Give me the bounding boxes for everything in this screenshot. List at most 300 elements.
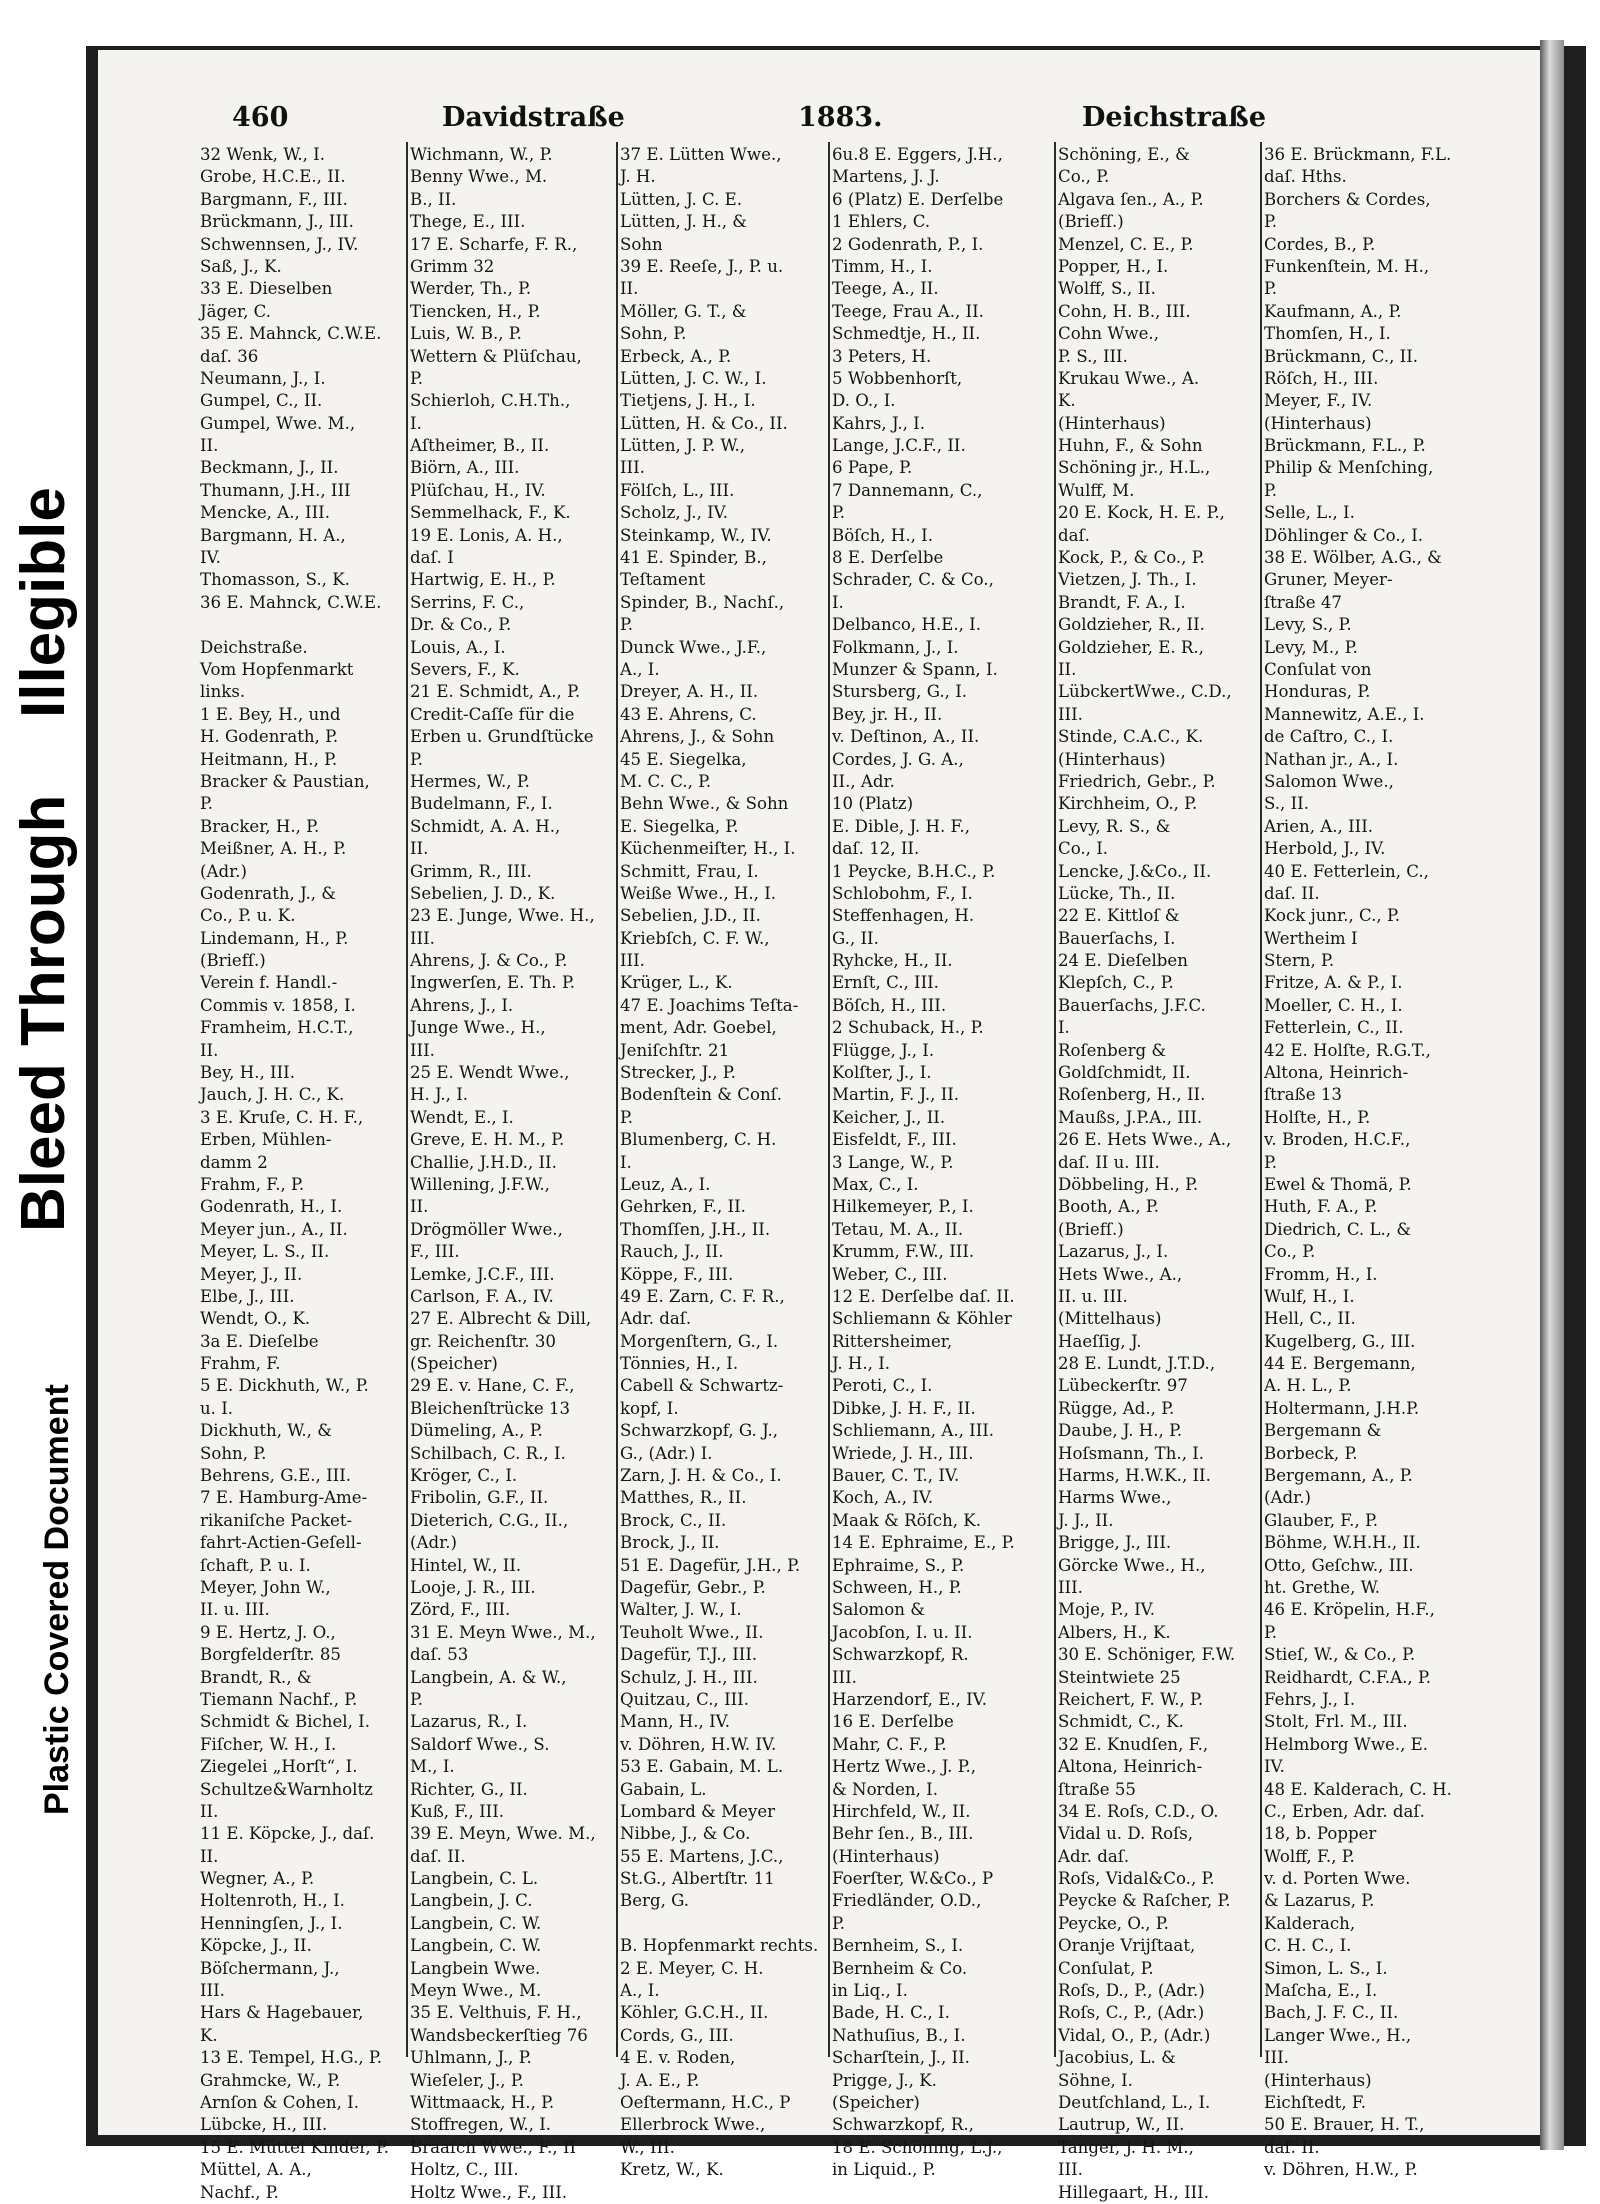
- directory-entry: Reichert, F. W., P.: [1058, 1689, 1204, 1709]
- directory-entry: Bodenſtein & Conſ.: [620, 1085, 783, 1105]
- directory-entry: Schwarzkopf, G. J.,: [620, 1421, 779, 1441]
- directory-entry: Hintel, W., II.: [410, 1555, 522, 1575]
- directory-entry: Looje, J. R., III.: [410, 1578, 536, 1597]
- directory-entry: 50 E. Brauer, H. T.,: [1264, 2115, 1425, 2135]
- directory-entry: 7 Dannemann, C.,: [832, 480, 983, 500]
- directory-entry: Sohn: [620, 234, 663, 254]
- directory-entry: III.: [832, 1667, 857, 1687]
- directory-entry: P.: [410, 368, 424, 388]
- directory-entry: Wichmann, W., P.: [410, 145, 553, 164]
- directory-entry: daſ. II.: [1264, 883, 1320, 903]
- directory-entry: Jacobius, L. &: [1058, 2048, 1176, 2068]
- directory-entry: (Adr.): [1264, 1488, 1311, 1508]
- directory-entry: Commis v. 1858, I.: [200, 995, 356, 1015]
- directory-entry: Moje, P., IV.: [1058, 1600, 1156, 1620]
- column-divider: [828, 142, 830, 2057]
- directory-entry: Roſenberg &: [1058, 1040, 1167, 1060]
- directory-entry: Schmidt, C., K.: [1058, 1712, 1184, 1732]
- directory-entry: Selle, L., I.: [1264, 503, 1355, 523]
- directory-entry: Bauer, C. T., IV.: [832, 1466, 960, 1486]
- directory-entry: Meyn Wwe., M.: [410, 1981, 542, 2001]
- directory-entry: Kalderach,: [1264, 1913, 1356, 1933]
- directory-entry: Bergemann &: [1264, 1421, 1382, 1441]
- directory-entry: Dagefür, Gebr., P.: [620, 1578, 766, 1597]
- directory-entry: LübckertWwe., C.D.,: [1058, 682, 1232, 702]
- directory-entry: Conſulat, P.: [1058, 1958, 1154, 1978]
- directory-entry: 53 E. Gabain, M. L.: [620, 1757, 784, 1777]
- directory-entry: III.: [1058, 704, 1083, 724]
- directory-entry: 27 E. Albrecht & Dill,: [410, 1309, 592, 1329]
- left-street-heading: Davidstraße: [442, 102, 625, 133]
- directory-entry: Hirchfeld, W., II.: [832, 1801, 971, 1821]
- directory-entry: Dagefür, T.J., III.: [620, 1645, 758, 1665]
- directory-entry: 7 E. Hamburg-Ame-: [200, 1488, 368, 1508]
- directory-entry: Friedrich, Gebr., P.: [1058, 771, 1216, 791]
- label-plastic-covered: Plastic Covered Document: [38, 1384, 76, 1815]
- directory-entry: Lindemann, H., P.: [200, 928, 349, 948]
- directory-entry: Glauber, F., P.: [1264, 1510, 1379, 1530]
- right-street-heading: Deichstraße: [1082, 102, 1267, 133]
- directory-entry: ſtraße 55: [1058, 1779, 1136, 1799]
- directory-entry: Ryhcke, H., II.: [832, 951, 953, 971]
- directory-entry: Credit-Caſſe für die: [410, 704, 575, 724]
- directory-entry: Huth, F. A., P.: [1264, 1197, 1378, 1217]
- directory-entry: Frahm, F.: [200, 1354, 281, 1374]
- directory-entry: ſchaft, P. u. I.: [200, 1555, 311, 1575]
- directory-entry: 11 E. Köpcke, J., daſ.: [200, 1824, 375, 1844]
- directory-entry: Roſs, C., P., (Adr.): [1058, 2003, 1205, 2023]
- directory-entry: Neumann, J., I.: [200, 368, 326, 388]
- directory-entry: (Hinterhaus): [1058, 413, 1166, 433]
- directory-entry: v. Döhren, H.W. IV.: [620, 1734, 777, 1754]
- directory-entry: 23 E. Junge, Wwe. H.,: [410, 906, 595, 926]
- directory-entry: Görcke Wwe., H.,: [1058, 1555, 1206, 1575]
- directory-entry: Vidal u. D. Roſs,: [1058, 1824, 1194, 1844]
- directory-entry: 10 (Platz): [832, 794, 914, 814]
- directory-entry: II.: [200, 1846, 219, 1866]
- directory-entry: Elbe, J., III.: [200, 1286, 295, 1306]
- directory-entry: Sohn, P.: [620, 324, 687, 344]
- directory-entry: A., I.: [620, 1981, 660, 2001]
- directory-entry: Lübeckerſtr. 97: [1058, 1376, 1188, 1396]
- directory-entry: Möller, G. T., &: [620, 301, 747, 321]
- directory-entry: Stoffregen, W., I.: [410, 2115, 552, 2135]
- directory-entry: Schrader, C. & Co.,: [832, 570, 994, 590]
- directory-column-2: [410, 144, 614, 2202]
- directory-entry: 14 E. Ephraime, E., P.: [832, 1533, 1015, 1553]
- directory-entry: Keicher, J., II.: [832, 1107, 946, 1127]
- directory-entry: Harms Wwe.,: [1058, 1488, 1172, 1508]
- directory-entry: Meißner, A. H., P.: [200, 839, 347, 859]
- column-divider: [1260, 142, 1262, 2057]
- directory-entry: Benny Wwe., M.: [410, 167, 548, 187]
- directory-entry: Co., I.: [1058, 839, 1109, 859]
- directory-entry: daſ. II.: [1264, 2137, 1320, 2157]
- directory-entry: Jeniſchſtr. 21: [620, 1040, 730, 1060]
- directory-entry: daſ.: [1058, 525, 1090, 545]
- directory-entry: Brigge, J., III.: [1058, 1533, 1172, 1553]
- directory-entry: Lazarus, R., I.: [410, 1712, 528, 1732]
- directory-entry: Langbein, C. W.: [410, 1936, 542, 1956]
- directory-entry: Schwarzkopf, R.: [832, 1645, 969, 1665]
- directory-entry: Holtz Wwe., F., III.: [410, 2182, 568, 2202]
- directory-entry: Kock, P., & Co., P.: [1058, 548, 1205, 568]
- directory-entry: C. H. C., I.: [1264, 1936, 1352, 1956]
- directory-entry: 1 Ehlers, C.: [832, 212, 931, 232]
- directory-entry: 39 E. Reeſe, J., P. u.: [620, 256, 784, 276]
- directory-entry: Aſtheimer, B., II.: [410, 436, 550, 456]
- directory-entry: Langbein Wwe.: [410, 1958, 541, 1978]
- column-divider: [406, 142, 408, 2057]
- directory-entry: Bauerſachs, J.F.C.: [1058, 995, 1206, 1015]
- directory-entry: daſ. II u. III.: [1058, 1152, 1160, 1172]
- directory-entry: Schierloh, C.H.Th.,: [410, 391, 571, 411]
- directory-entry: Söhne, I.: [1058, 2070, 1133, 2090]
- directory-entry: Schulz, J. H., III.: [620, 1667, 758, 1687]
- directory-entry: W., III.: [620, 2137, 675, 2157]
- directory-entry: (Briefſ.): [1058, 1219, 1124, 1239]
- directory-entry: (Briefſ.): [200, 951, 266, 971]
- directory-entry: Lütten, H. & Co., II.: [620, 413, 788, 433]
- directory-entry: Bracker & Paustian,: [200, 771, 370, 791]
- directory-entry: Mahr, C. F., P.: [832, 1734, 947, 1754]
- directory-entry: K.: [200, 2025, 218, 2045]
- directory-entry: & Lazarus, P.: [1264, 1891, 1375, 1911]
- directory-entry: Kretz, W., K.: [620, 2160, 724, 2180]
- directory-entry: Bracker, H., P.: [200, 816, 320, 836]
- directory-entry: 1 Peycke, B.H.C., P.: [832, 861, 996, 881]
- directory-entry: III.: [620, 951, 645, 971]
- directory-entry: Max, C., I.: [832, 1174, 919, 1194]
- directory-entry: Meyer, John W.,: [200, 1578, 331, 1597]
- directory-entry: Lange, J.C.F., II.: [832, 436, 966, 456]
- directory-entry: Böſch, H., III.: [832, 995, 947, 1015]
- directory-entry: II.: [620, 279, 639, 299]
- directory-entry: 12 E. Derſelbe daſ. II.: [832, 1286, 1015, 1306]
- directory-entry: Schmidt & Bichel, I.: [200, 1712, 370, 1732]
- directory-entry: Holtz, C., III.: [410, 2160, 519, 2180]
- directory-entry: Steffenhagen, H.: [832, 906, 975, 926]
- directory-entry: Kahrs, J., I.: [832, 413, 925, 433]
- directory-entry: Borbeck, P.: [1264, 1443, 1358, 1463]
- directory-entry: 32 E. Knudſen, F.,: [1058, 1734, 1209, 1754]
- directory-entry: Dickhuth, W., &: [200, 1421, 332, 1441]
- directory-entry: 3 E. Kruſe, C. H. F.,: [200, 1107, 364, 1127]
- directory-entry: Steinkamp, W., IV.: [620, 525, 772, 545]
- directory-entry: Behr ſen., B., III.: [832, 1824, 974, 1844]
- directory-entry: Greve, E. H. M., P.: [410, 1130, 565, 1150]
- directory-entry: Thomasson, S., K.: [200, 570, 350, 590]
- directory-entry: Godenrath, J., &: [200, 883, 337, 903]
- directory-entry: Krüger, L., K.: [620, 973, 733, 993]
- directory-entry: Ahrens, J., I.: [410, 995, 514, 1015]
- directory-entry: Nachf., P.: [200, 2182, 279, 2202]
- directory-entry: P.: [1264, 480, 1278, 500]
- directory-entry: Weiße Wwe., H., I.: [620, 883, 777, 903]
- directory-entry: III.: [410, 928, 435, 948]
- directory-entry: Rittersheimer,: [832, 1331, 953, 1351]
- directory-entry: Maak & Röſch, K.: [832, 1510, 981, 1530]
- directory-entry: Röſch, H., III.: [1264, 368, 1379, 388]
- directory-entry: J. H.: [620, 167, 656, 187]
- directory-entry: Steintwiete 25: [1058, 1667, 1181, 1687]
- directory-entry: II., Adr.: [832, 771, 895, 791]
- directory-entry: Jäger, C.: [200, 301, 272, 321]
- directory-entry: Saß, J., K.: [200, 256, 282, 276]
- directory-entry: Lütten, J. C. W., I.: [620, 368, 767, 388]
- directory-entry: Folkmann, J., I.: [832, 637, 959, 657]
- directory-entry: IV.: [200, 548, 221, 568]
- directory-entry: Hell, C., II.: [1264, 1309, 1356, 1329]
- directory-entry: Quitzau, C., III.: [620, 1689, 750, 1709]
- directory-entry: Lautrup, W., II.: [1058, 2115, 1185, 2135]
- directory-entry: Bergemann, A., P.: [1264, 1466, 1413, 1486]
- directory-entry: 21 E. Schmidt, A., P.: [410, 682, 581, 702]
- directory-entry: P.: [1264, 212, 1278, 232]
- directory-entry: gr. Reichenſtr. 30: [410, 1331, 556, 1351]
- directory-entry: Bernheim & Co.: [832, 1958, 968, 1978]
- directory-entry: Albers, H., K.: [1058, 1622, 1171, 1642]
- directory-entry: Gabain, L.: [620, 1779, 707, 1799]
- directory-entry: 46 E. Kröpelin, H.F.,: [1264, 1600, 1435, 1620]
- directory-entry: G., (Adr.) I.: [620, 1443, 713, 1463]
- directory-entry: Koch, A., IV.: [832, 1488, 934, 1508]
- directory-entry: Prigge, J., K.: [832, 2070, 937, 2090]
- directory-entry: Schwennsen, J., IV.: [200, 234, 359, 254]
- directory-entry: Hillegaart, H., III.: [1058, 2182, 1210, 2202]
- page-number: 460: [232, 102, 289, 133]
- directory-entry: Bach, J. F. C., II.: [1264, 2003, 1399, 2023]
- directory-entry: Hars & Hagebauer,: [200, 2003, 364, 2023]
- directory-entry: 9 E. Hertz, J. O.,: [200, 1622, 336, 1642]
- directory-entry: Friedländer, O.D.,: [832, 1891, 982, 1911]
- directory-entry: Sebelien, J.D., II.: [620, 906, 761, 926]
- directory-entry: Vom Hopfenmarkt: [200, 659, 354, 679]
- directory-entry: Tetau, M. A., II.: [832, 1219, 964, 1239]
- directory-entry: Wieſeler, J., P.: [410, 2070, 524, 2090]
- directory-entry: H. Godenrath, P.: [200, 727, 339, 747]
- directory-entry: Bey, H., III.: [200, 1063, 295, 1083]
- directory-entry: Lütten, J. C. E.: [620, 189, 743, 209]
- directory-entry: Wolff, F., P.: [1264, 1846, 1355, 1866]
- directory-entry: Hets Wwe., A.,: [1058, 1264, 1183, 1284]
- directory-entry: Bargmann, F., III.: [200, 189, 348, 209]
- directory-entry: 31 E. Meyn Wwe., M.,: [410, 1622, 596, 1642]
- directory-entry: Sohn, P.: [200, 1443, 267, 1463]
- directory-entry: Haeſſig, J.: [1058, 1331, 1142, 1351]
- directory-entry: 44 E. Bergemann,: [1264, 1354, 1416, 1374]
- directory-entry: Böſch, H., I.: [832, 525, 933, 545]
- directory-entry: (Hinterhaus): [832, 1846, 940, 1866]
- directory-column-5: [1058, 144, 1258, 2202]
- directory-entry: Fölſch, L., III.: [620, 480, 735, 500]
- directory-entry: II.: [410, 839, 429, 859]
- directory-entry: P.: [620, 615, 634, 635]
- directory-entry: (Adr.): [410, 1533, 457, 1553]
- directory-entry: Huhn, F., & Sohn: [1058, 436, 1203, 456]
- directory-entry: Schmitt, Frau, I.: [620, 861, 759, 881]
- directory-entry: 2 E. Meyer, C. H.: [620, 1958, 764, 1978]
- directory-entry: 45 E. Siegelka,: [620, 749, 747, 769]
- directory-entry: Wegner, A., P.: [200, 1869, 315, 1889]
- directory-entry: Jauch, J. H. C., K.: [200, 1085, 345, 1105]
- directory-entry: Drögmöller Wwe.,: [410, 1219, 563, 1239]
- directory-entry: Adr. daſ.: [1058, 1846, 1130, 1866]
- directory-entry: Holtermann, J.H.P.: [1264, 1398, 1420, 1418]
- directory-entry: 3a E. Dieſelbe: [200, 1331, 319, 1351]
- directory-entry: Schween, H., P.: [832, 1578, 962, 1597]
- directory-entry: Wulff, M.: [1058, 480, 1135, 500]
- directory-entry: B., II.: [410, 189, 457, 209]
- directory-entry: 2 Schuback, H., P.: [832, 1018, 984, 1038]
- directory-entry: III.: [620, 458, 645, 478]
- directory-entry: Thumann, J.H., III: [200, 480, 351, 500]
- directory-entry: 35 E. Velthuis, F. H.,: [410, 2003, 582, 2023]
- directory-entry: Saldorf Wwe., S.: [410, 1734, 550, 1754]
- directory-entry: Deutſchland, L., I.: [1058, 2092, 1211, 2112]
- directory-entry: Salomon &: [832, 1600, 926, 1620]
- directory-entry: Lemke, J.C.F., III.: [410, 1264, 555, 1284]
- directory-entry: Adr. daſ.: [620, 1309, 692, 1329]
- directory-entry: 16 E. Derſelbe: [832, 1712, 954, 1732]
- directory-entry: I.: [1058, 1018, 1070, 1038]
- directory-entry: 25 E. Wendt Wwe.,: [410, 1063, 570, 1083]
- directory-entry: Peycke, O., P.: [1058, 1913, 1169, 1933]
- directory-entry: Cabell & Schwartz-: [620, 1376, 784, 1396]
- directory-entry: Scholz, J., IV.: [620, 503, 729, 523]
- directory-entry: M., I.: [410, 1757, 455, 1777]
- directory-entry: Booth, A., P.: [1058, 1197, 1159, 1217]
- directory-column-4: [832, 144, 1052, 2180]
- directory-entry: [200, 614, 404, 636]
- directory-entry: Tanger, J. H. M.,: [1058, 2137, 1194, 2157]
- directory-entry: Thomſſen, J.H., II.: [620, 1219, 771, 1239]
- directory-entry: Dibke, J. H. F., II.: [832, 1398, 976, 1418]
- directory-entry: Deichstraße.: [200, 637, 308, 657]
- directory-entry: Wettern & Plüſchau,: [410, 346, 582, 366]
- directory-entry: Langbein, J. C.: [410, 1891, 533, 1911]
- directory-entry: Verein f. Handl.-: [200, 973, 338, 993]
- directory-entry: Levy, S., P.: [1264, 615, 1352, 635]
- directory-column-3: [620, 144, 826, 2180]
- directory-entry: 36 E. Brückmann, F.L.: [1264, 145, 1452, 164]
- directory-entry: Nibbe, J., & Co.: [620, 1824, 751, 1844]
- directory-entry: Hertz Wwe., J. P.,: [832, 1757, 977, 1777]
- directory-entry: Mannewitz, A.E., I.: [1264, 704, 1425, 724]
- directory-entry: Mann, H., IV.: [620, 1712, 731, 1732]
- directory-entry: Goldſchmidt, II.: [1058, 1063, 1191, 1083]
- directory-entry: Cords, G., III.: [620, 2025, 734, 2045]
- directory-entry: Morgenſtern, G., I.: [620, 1331, 779, 1351]
- directory-entry: v. d. Porten Wwe.: [1264, 1869, 1411, 1889]
- directory-entry: Holtenroth, H., I.: [200, 1891, 345, 1911]
- year-heading: 1883.: [798, 102, 883, 133]
- directory-entry: Ziegelei „Horſt“, I.: [200, 1757, 358, 1777]
- directory-entry: P.: [1264, 1152, 1278, 1172]
- directory-entry: J. J., II.: [1058, 1510, 1114, 1530]
- directory-entry: in Liq., I.: [832, 1981, 908, 2001]
- directory-entry: III.: [1264, 2048, 1289, 2068]
- directory-entry: A. H. L., P.: [1264, 1376, 1352, 1396]
- directory-entry: links.: [200, 682, 246, 702]
- directory-entry: Brock, J., II.: [620, 1533, 720, 1553]
- directory-entry: Oeſtermann, H.C., P: [620, 2092, 791, 2112]
- directory-entry: Ewel & Thomä, P.: [1264, 1174, 1412, 1194]
- directory-entry: Schmidt, A. A. H.,: [410, 816, 561, 836]
- label-illegible: Illegible: [9, 487, 78, 718]
- directory-entry: P.: [1264, 279, 1278, 299]
- directory-entry: Blumenberg, C. H.: [620, 1130, 777, 1150]
- directory-entry: Frahm, F., P.: [200, 1174, 305, 1194]
- directory-entry: Kirchheim, O., P.: [1058, 794, 1198, 814]
- directory-entry: Otto, Geſchw., III.: [1264, 1555, 1414, 1575]
- directory-entry: Gruner, Meyer-: [1264, 570, 1393, 590]
- directory-entry: daſ. 36: [200, 346, 259, 366]
- directory-entry: F., III.: [410, 1242, 460, 1262]
- directory-entry: 47 E. Joachims Teſta-: [620, 995, 799, 1015]
- directory-entry: Levy, R. S., &: [1058, 816, 1171, 836]
- directory-entry: Walter, J. W., I.: [620, 1600, 742, 1620]
- directory-entry: P.: [410, 1689, 424, 1709]
- directory-entry: Teege, Frau A., II.: [832, 301, 984, 321]
- directory-entry: Plüſchau, H., IV.: [410, 480, 546, 500]
- directory-entry: Köhler, G.C.H., II.: [620, 2003, 769, 2023]
- directory-entry: Scharſtein, J., II.: [832, 2048, 970, 2068]
- directory-entry: P.: [1264, 1622, 1278, 1642]
- directory-entry: Harzendorf, E., IV.: [832, 1689, 988, 1709]
- directory-entry: P.: [620, 1107, 634, 1127]
- directory-entry: Serrins, F. C.,: [410, 592, 525, 612]
- directory-entry: Dr. & Co., P.: [410, 615, 512, 635]
- directory-entry: Gehrken, F., II.: [620, 1197, 746, 1217]
- directory-entry: 1 E. Bey, H., und: [200, 704, 341, 724]
- page-header: [232, 102, 1582, 142]
- directory-entry: II. u. III.: [200, 1600, 270, 1620]
- directory-entry: Budelmann, F., I.: [410, 794, 553, 814]
- directory-entry: Lazarus, J., I.: [1058, 1242, 1169, 1262]
- directory-entry: 19 E. Lonis, A. H.,: [410, 525, 563, 545]
- directory-entry: 3 Lange, W., P.: [832, 1152, 954, 1172]
- directory-entry: Wriede, J. H., III.: [832, 1443, 974, 1463]
- column-divider: [616, 142, 618, 2057]
- directory-entry: Teuholt Wwe., II.: [620, 1622, 764, 1642]
- directory-entry: Grimm, R., III.: [410, 861, 532, 881]
- directory-entry: Co., P. u. K.: [200, 906, 296, 926]
- directory-entry: 48 E. Kalderach, C. H.: [1264, 1779, 1452, 1799]
- directory-entry: 36 E. Mahnck, C.W.E.: [200, 592, 382, 612]
- directory-entry: Hermes, W., P.: [410, 771, 530, 791]
- directory-entry: Vietzen, J. Th., I.: [1058, 570, 1197, 590]
- directory-entry: Delbanco, H.E., I.: [832, 615, 981, 635]
- directory-entry: Heitmann, H., P.: [200, 749, 338, 769]
- directory-entry: 29 E. v. Hane, C. F.,: [410, 1376, 575, 1396]
- directory-entry: Biörn, A., III.: [410, 458, 520, 478]
- directory-entry: Matthes, R., II.: [620, 1488, 747, 1508]
- directory-entry: Leuz, A., I.: [620, 1174, 711, 1194]
- directory-entry: E. Siegelka, P.: [620, 816, 739, 836]
- directory-entry: Altona, Heinrich-: [1058, 1757, 1203, 1777]
- directory-entry: Wendt, E., I.: [410, 1107, 514, 1127]
- directory-entry: P.: [832, 1913, 846, 1933]
- directory-entry: Kriebſch, C. F. W.,: [620, 928, 770, 948]
- directory-entry: Ahrens, J., & Sohn: [620, 727, 775, 747]
- directory-entry: Schwarzkopf, R.,: [832, 2115, 974, 2135]
- directory-entry: Goldzieher, R., II.: [1058, 615, 1205, 635]
- directory-entry: Popper, H., I.: [1058, 256, 1169, 276]
- directory-entry: Kaufmann, A., P.: [1264, 301, 1402, 321]
- directory-entry: Gumpel, C., II.: [200, 391, 323, 411]
- directory-entry: Nathuſius, B., I.: [832, 2025, 966, 2045]
